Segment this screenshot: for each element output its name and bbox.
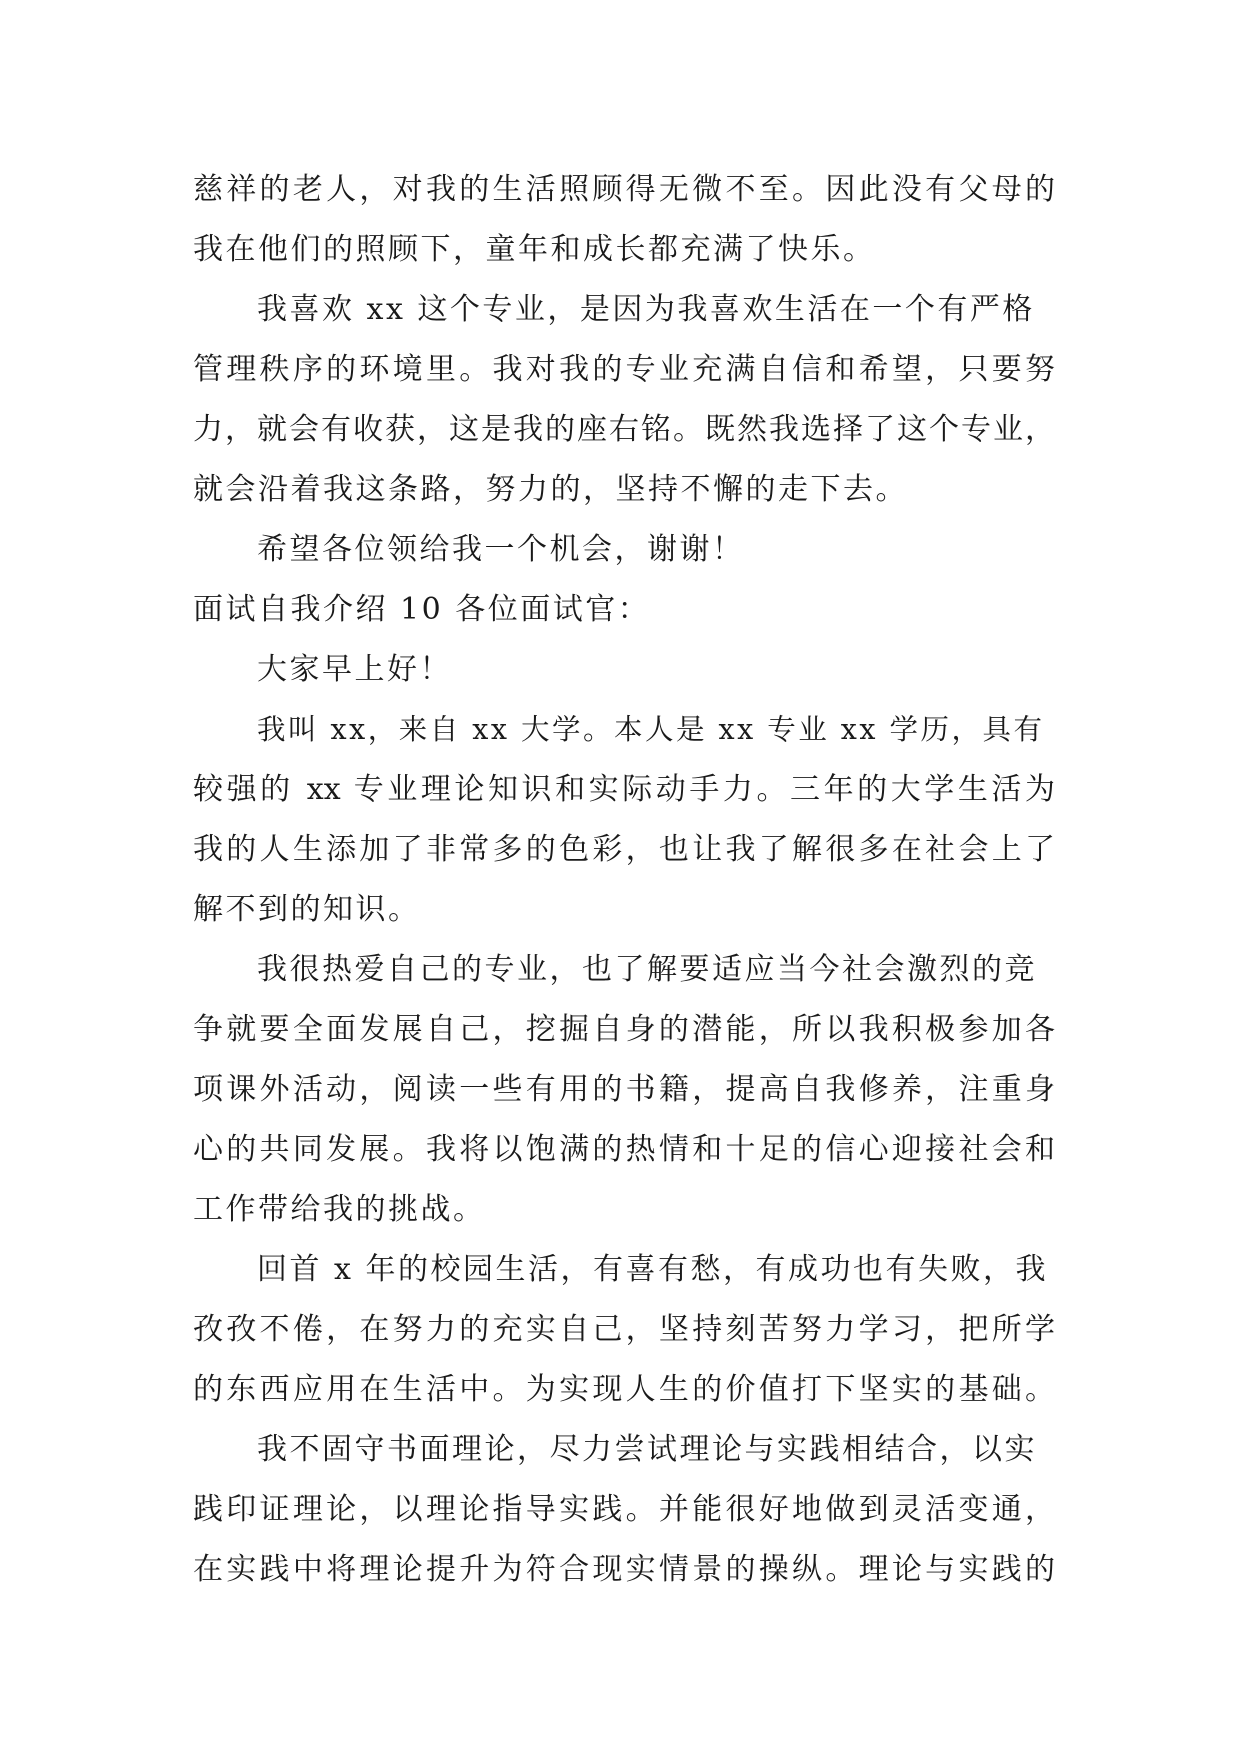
text-line: 心的共同发展。我将以饱满的热情和十足的信心迎接社会和 — [193, 1132, 1055, 1167]
text-line: 孜孜不倦，在努力的充实自己，坚持刻苦努力学习，把所学 — [193, 1312, 1055, 1347]
paragraph-first-line: 我喜欢 xx 这个专业，是因为我喜欢生活在一个有严格 — [257, 292, 1035, 327]
document-body — [193, 160, 1055, 1600]
text-line: 的东西应用在生活中。为实现人生的价值打下坚实的基础。 — [193, 1372, 1055, 1407]
text-line: 工作带给我的挑战。 — [193, 1192, 486, 1227]
text-line: 在实践中将理论提升为符合现实情景的操纵。理论与实践的 — [193, 1552, 1055, 1587]
text-line: 较强的 xx 专业理论知识和实际动手力。三年的大学生活为 — [193, 772, 1055, 807]
text-line: 力，就会有收获，这是我的座右铭。既然我选择了这个专业， — [193, 412, 1055, 447]
text-line: 我在他们的照顾下，童年和成长都充满了快乐。 — [193, 232, 876, 267]
text-line: 就会沿着我这条路，努力的，坚持不懈的走下去。 — [193, 472, 908, 507]
paragraph-first-line: 我很热爱自己的专业，也了解要适应当今社会激烈的竞 — [257, 952, 1037, 987]
text-line: 慈祥的老人，对我的生活照顾得无微不至。因此没有父母的 — [193, 172, 1055, 207]
text-line: 争就要全面发展自己，挖掘自身的潜能，所以我积极参加各 — [193, 1012, 1055, 1047]
text-line: 我的人生添加了非常多的色彩，也让我了解很多在社会上了 — [193, 832, 1055, 867]
paragraph-first-line: 大家早上好！ — [257, 652, 452, 687]
text-line: 管理秩序的环境里。我对我的专业充满自信和希望，只要努 — [193, 352, 1055, 387]
text-line: 项课外活动，阅读一些有用的书籍，提高自我修养，注重身 — [193, 1072, 1055, 1107]
paragraph-first-line: 希望各位领给我一个机会，谢谢！ — [257, 532, 745, 567]
section-heading: 面试自我介绍 10 各位面试官： — [193, 592, 651, 627]
paragraph-first-line: 回首 x 年的校园生活，有喜有愁，有成功也有失败，我 — [257, 1252, 1048, 1287]
text-line: 解不到的知识。 — [193, 892, 421, 927]
text-line: 践印证理论，以理论指导实践。并能很好地做到灵活变通， — [193, 1492, 1055, 1527]
paragraph-first-line: 我不固守书面理论，尽力尝试理论与实践相结合，以实 — [257, 1432, 1037, 1467]
paragraph-first-line: 我叫 xx，来自 xx 大学。本人是 xx 专业 xx 学历，具有 — [257, 713, 1045, 746]
